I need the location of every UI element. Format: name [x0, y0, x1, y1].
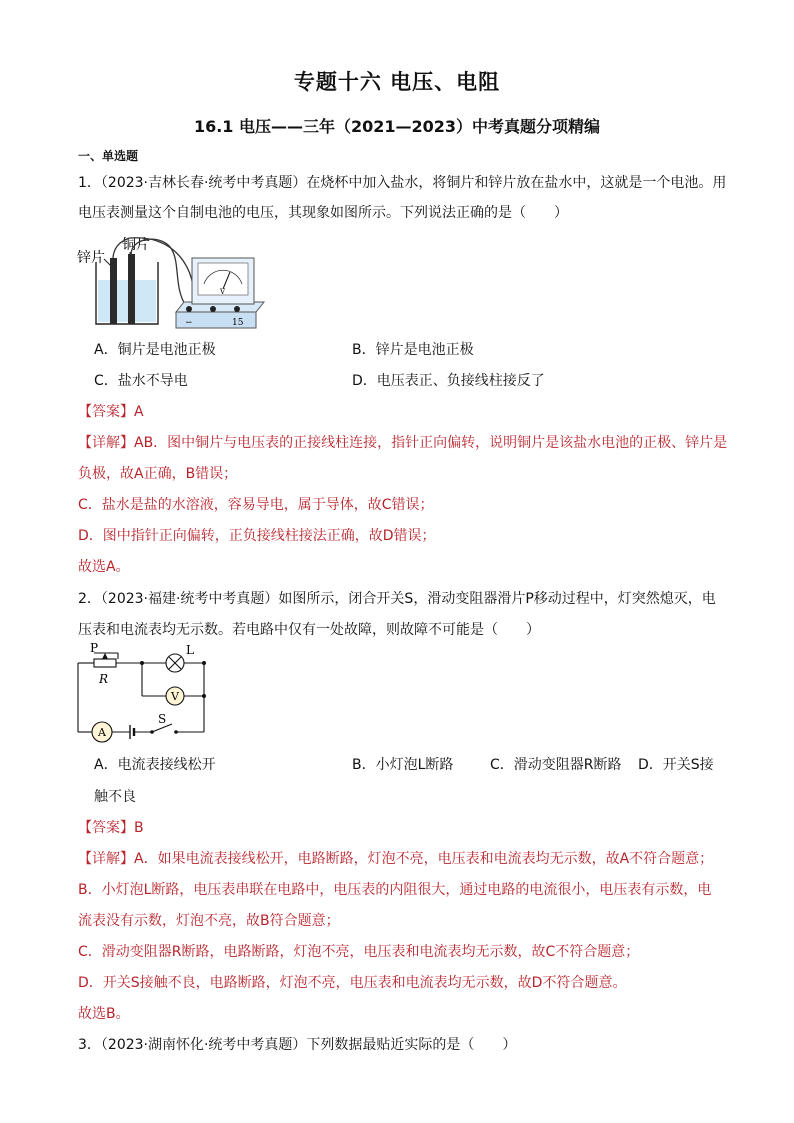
q1-stem-line2: 电压表测量这个自制电池的电压，其现象如图所示。下列说法正确的是（ ） — [78, 205, 568, 221]
q2-detail-line2: B．小灯泡L断路，电压表串联在电路中，电压表的内阻很大，通过电路的电流很小，电压表有示数，电 — [78, 882, 712, 898]
slider-p-label: P — [90, 641, 99, 655]
q1-stem-line1: 1．（2023·吉林长春·统考中考真题）在烧杯中加入盐水，将铜片和锌片放在盐水中，这就是一个电池。用 — [78, 175, 727, 191]
q2-conclusion: 故选B。 — [78, 1006, 130, 1022]
q2-stem-line1: 2．（2023·福建·统考中考真题）如图所示，闭合开关S，滑动变阻器滑片P移动过程中，灯突然熄灭，电 — [78, 591, 716, 607]
copper-label: 铜片 — [122, 237, 150, 253]
q2-option-c: C．滑动变阻器R断路 — [490, 757, 622, 773]
q3-stem-line1: 3．（2023·湖南怀化·统考中考真题）下列数据最贴近实际的是（ ） — [78, 1037, 517, 1053]
ammeter-a-label: A — [98, 726, 106, 739]
q1-conclusion: 故选A。 — [78, 559, 130, 575]
voltmeter-v-label: V — [171, 690, 179, 703]
q2-circuit-diagram — [72, 640, 212, 750]
q2-option-b: B．小灯泡L断路 — [352, 757, 454, 773]
q1-option-b: B．锌片是电池正极 — [352, 342, 474, 358]
q1-detail-line1: 【详解】AB．图中铜片与电压表的正接线柱连接，指针正向偏转，说明铜片是该盐水电池的正极、锌片是 — [78, 435, 728, 451]
lamp-l-label: L — [186, 643, 194, 657]
rheostat-r-label: R — [99, 672, 109, 686]
zinc-label: 锌片 — [77, 250, 105, 266]
q2-answer: 【答案】B — [78, 820, 144, 836]
q1-option-c: C．盐水不导电 — [94, 373, 188, 389]
terminal-negative-label: − — [185, 318, 193, 328]
q1-option-d: D．电压表正、负接线柱接反了 — [352, 373, 545, 389]
section-heading: 一、单选题 — [78, 149, 139, 163]
q1-battery-voltmeter-figure — [72, 232, 282, 332]
q1-detail-line3: C．盐水是盐的水溶液，容易导电，属于导体，故C错误； — [78, 497, 434, 513]
q2-option-d-continued: 触不良 — [94, 789, 136, 805]
q2-detail-line5: D．开关S接触不良，电路断路，灯泡不亮，电压表和电流表均无示数，故D不符合题意。 — [78, 975, 627, 991]
q1-detail-line4: D．图中指针正向偏转，正负接线柱接法正确，故D错误； — [78, 528, 436, 544]
terminal-15-label: 15 — [232, 318, 244, 328]
q2-detail-line1: 【详解】A．如果电流表接线松开，电路断路，灯泡不亮，电压表和电流表均无示数，故A不符合题意； — [78, 851, 714, 867]
page-title: 专题十六 电压、电阻 — [293, 70, 501, 94]
q2-option-d: D．开关S接 — [638, 757, 714, 773]
q2-option-a: A．电流表接线松开 — [94, 757, 216, 773]
q2-detail-line4: C．滑动变阻器R断路，电路断路，灯泡不亮，电压表和电流表均无示数，故C不符合题意； — [78, 944, 640, 960]
q2-detail-line3: 流表没有示数，灯泡不亮，故B符合题意； — [78, 913, 340, 929]
q2-stem-line2: 压表和电流表均无示数。若电路中仅有一处故障，则故障不可能是（ ） — [78, 622, 540, 638]
switch-s-label: S — [158, 712, 167, 726]
q1-detail-line2: 负极，故A正确，B错误； — [78, 466, 238, 482]
page-subtitle: 16.1 电压——三年（2021—2023）中考真题分项精编 — [193, 117, 601, 136]
q1-answer: 【答案】A — [78, 404, 144, 420]
q1-option-a: A．铜片是电池正极 — [94, 342, 216, 358]
meter-unit-label: V — [220, 288, 226, 296]
